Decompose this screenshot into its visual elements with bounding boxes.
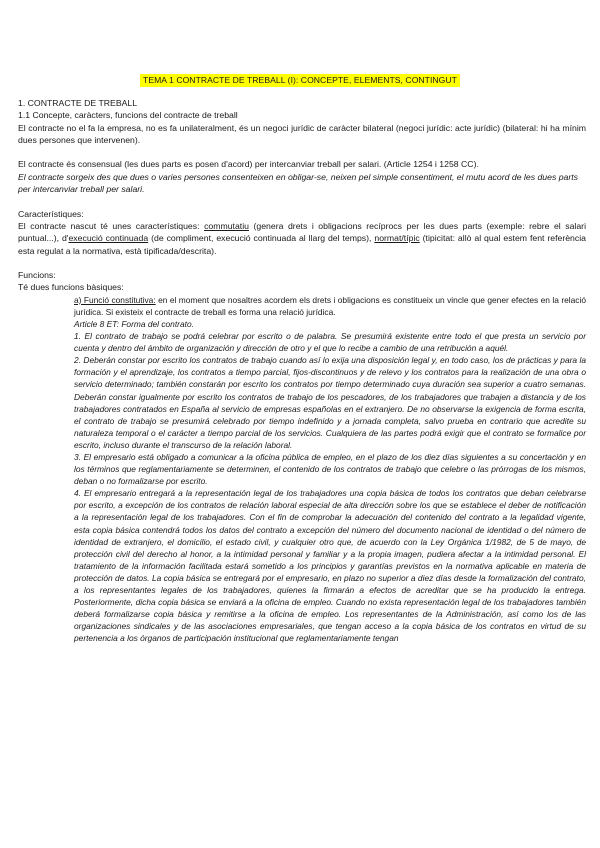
article-paragraph-3: 3. El empresario está obligado a comunicar a la oficina pública de empleo, en el plazo de los diez días siguientes a su concertación y en los términos que reglamentariamente se determinen, el contenido de los contratos de trabajo que celebre o las prórrogas de los mismos, deban o no formalizarse por escrito. bbox=[74, 451, 586, 487]
consensual-paragraph: El contracte és consensual (les dues parts es posen d'acord) per intercanviar treball per salari. (Article 1254 i 1258 CC). bbox=[18, 159, 479, 170]
function-a-label: a) Funció constitutiva: bbox=[74, 294, 156, 305]
title-container bbox=[0, 70, 600, 88]
functions-heading: Funcions: bbox=[18, 270, 56, 281]
article-paragraph-2: 2. Deberán constar por escrito los contratos de trabajo cuando así lo exija una disposición legal y, en todo caso, los de prácticas y para la formación y el aprendizaje, los contratos a tiempo parcial, fijos-discontinuos y de relevo y los contratos para la realización de una obra o servicio determinado; también constarán por escrito los contratos por tiempo determinado cuya duración sea superior a cuatro semanas. Deberán constar igualmente por escrito los contratos de trabajo de los pescadores, de los trabajadores que trabajen a distancia y de los trabajadores contratados en España al servicio de empresas españolas en el extranjero. De no observarse la exigencia de forma escrita, el contrato de trabajo se presumirá celebrado por tiempo indefinido y a jornada completa, salvo prueba en contrario que acredite su naturaleza temporal o el carácter a tiempo parcial de los servicios. Cualquiera de las partes podrá exigir que el contrato se formalice por escrito, incluso durante el transcurso de la relación laboral. bbox=[74, 355, 586, 450]
term-execucio-continuada: execució continuada bbox=[68, 233, 149, 244]
characteristics-text-2: (de compliment, execució continuada al llarg del temps), bbox=[148, 233, 375, 244]
characteristics-intro: El contracte nascut té unes característiques: bbox=[18, 220, 205, 231]
article-paragraph-1: 1. El contrato de trabajo se podrá celebrar por escrito o de palabra. Se presumirá existente entre todo el que presta un servicio por cuenta y dentro del ámbito de organización y dirección de otro y el que lo recibe a cambio de una retribución a aquél. bbox=[74, 331, 586, 354]
functions-intro: Té dues funcions bàsiques: bbox=[18, 282, 124, 293]
functions-detail bbox=[74, 294, 586, 645]
function-a-text: en el moment que nosaltres acordem els drets i obligacions es constitueix un vincle que gener efectes en la relació jurídica. Si existeix el contracte de treball es forma una relació jurídica. bbox=[74, 294, 586, 317]
document-body bbox=[18, 97, 586, 644]
subsection-heading: 1.1 Concepte, caràcters, funcions del contracte de treball bbox=[18, 110, 238, 121]
characteristics-text-1: (genera drets i obligacions recíprocs per les dues parts (exemple: rebre el salari puntual...), d' bbox=[18, 220, 586, 244]
article-paragraph-4: 4. El empresario entregará a la representación legal de los trabajadores una copia básica de todos los contratos que deban celebrarse por escrito, a excepción de los contratos de relación laboral especial de alta dirección sobre los que se establece el deber de notificación a la representación legal de los trabajadores. Con el fin de comprobar la adecuación del contenido del contrato a la legalidad vigente, esta copia básica contendrá todos los datos del contrato a excepción del número del documento nacional de identidad o del número de identidad de extranjero, el domicilio, el estado civil, y cualquier otro que, de acuerdo con la Ley Orgánica 1/1982, de 5 de mayo, de protección civil del derecho al honor, a la intimidad personal y familiar y a la propia imagen, pudiera afectar a la intimidad personal. El tratamiento de la información facilitada estará sometido a los principios y garantías previstos en la normativa aplicable en materia de protección de datos. La copia básica se entregará por el empresario, en plazo no superior a diez días desde la formalización del contrato, a los representantes legales de los trabajadores, quienes la firmarán a efectos de acreditar que se ha producido la entrega. Posteriormente, dicha copia básica se enviará a la oficina de empleo. Cuando no exista representación legal de los trabajadores también deberá formalizarse copia básica y remitirse a la oficina de empleo. Los representantes de la Administración, así como los de las organizaciones sindicales y de las asociaciones empresariales, que tengan acceso a la copia básica de los contratos en virtud de su pertenencia a los órganos de participación institucional que reglamentariamente tengan bbox=[74, 488, 586, 644]
consensual-italic-paragraph: El contracte sorgeix des que dues o varies persones consenteixen en obligar-se, neixen pel simple consentiment, el mutu acord de les dues parts per intercanviar treball per salari. bbox=[18, 171, 579, 195]
function-a-paragraph bbox=[74, 294, 586, 318]
term-normat-tipic: normat/típic bbox=[374, 233, 420, 244]
concept-paragraph: El contracte no el fa la empresa, no es fa unilateralment, és un negoci jurídic de caràcter bilateral (negoci jurídic: acte jurídic) (bilateral: hi ha mínim dues persones que intervenen). bbox=[18, 122, 586, 145]
section-heading: 1. CONTRACTE DE TREBALL bbox=[18, 98, 138, 108]
characteristics-heading: Característiques: bbox=[18, 208, 84, 219]
term-commutatiu: commutatiu bbox=[204, 220, 249, 231]
characteristics-paragraph bbox=[18, 220, 586, 257]
article-heading: Article 8 ET: Forma del contrato. bbox=[74, 318, 194, 329]
characteristics-text-3: (tipicitat: allò al qual estem fent referència esta regulat a la normativa, està tipificada/descrita). bbox=[18, 233, 586, 256]
document-title: TEMA 1 CONTRACTE DE TREBALL (I): CONCEPTE, ELEMENTS, CONTINGUT bbox=[140, 74, 460, 87]
